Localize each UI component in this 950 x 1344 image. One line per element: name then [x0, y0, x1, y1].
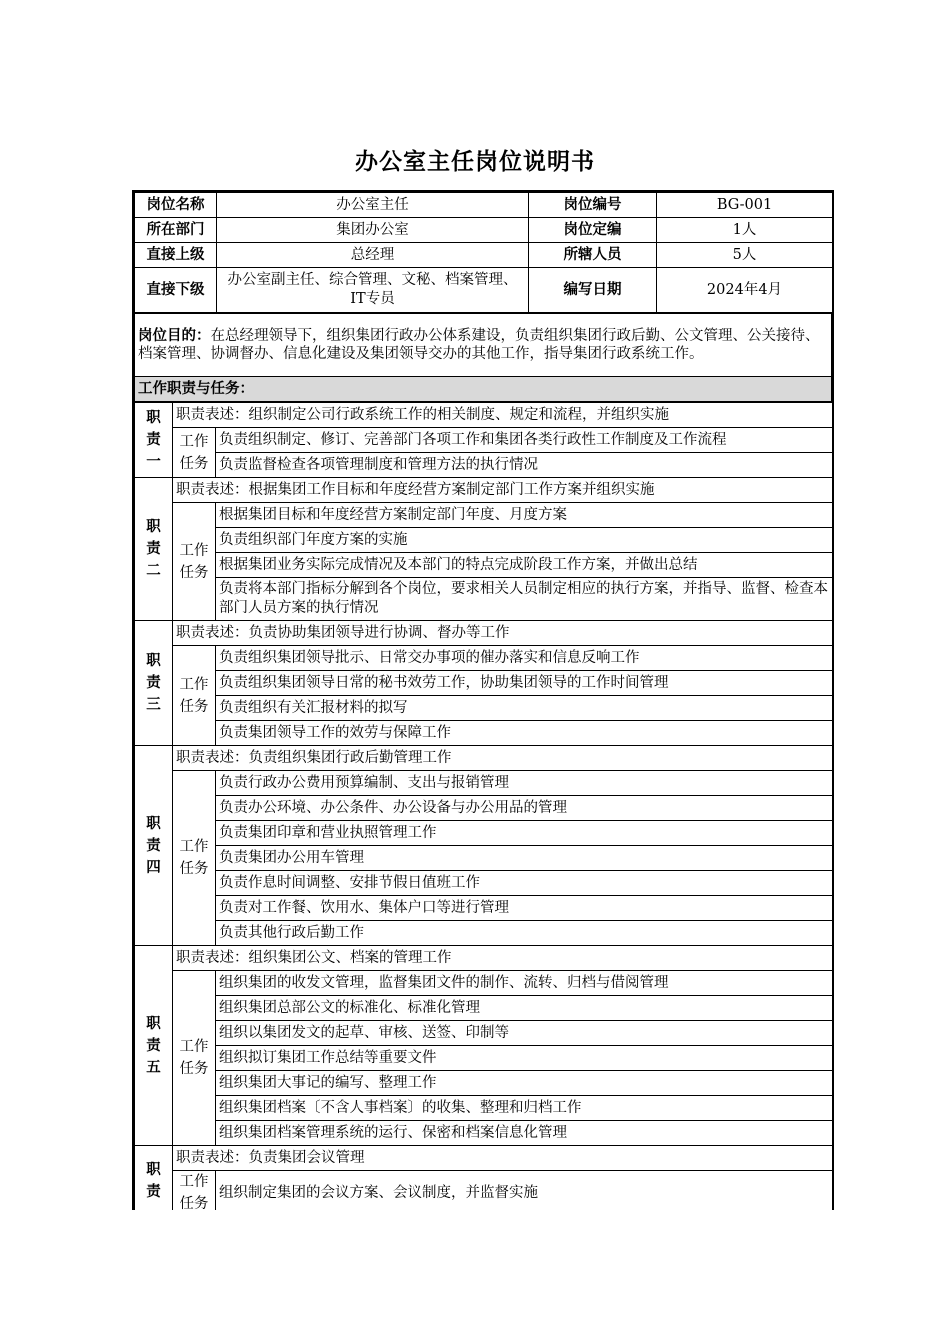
label-subordinates: 直接下级 [135, 268, 217, 313]
purpose-text: 在总经理领导下，组织集团行政办公体系建设，负责组织集团行政后勤、公文管理、公关接待、档案管理、协调督办、信息化建设及集团领导交办的其他工作，指导集团行政系统工作。 [138, 328, 820, 362]
label-staff-count: 所辖人员 [529, 243, 657, 268]
task-item: 负责将本部门指标分解到各个岗位，要求相关人员制定相应的执行方案，并指导、监督、检查本部门人员方案的执行情况 [216, 578, 833, 621]
task-item: 根据集团目标和年度经营方案制定部门年度、月度方案 [216, 503, 833, 528]
duty-description-row [135, 1146, 833, 1171]
duty-label-text: 职责一 [146, 410, 161, 470]
task-item: 组织制定集团的会议方案、会议制度，并监督实施 [216, 1171, 833, 1211]
task-row [135, 1096, 833, 1121]
label-position-name: 岗位名称 [135, 193, 217, 218]
task-label-text: 工作任务 [179, 542, 209, 581]
duty-description-row [135, 621, 833, 646]
task-item: 负责办公环境、办公条件、办公设备与办公用品的管理 [216, 796, 833, 821]
value-supervisor: 总经理 [217, 243, 529, 268]
task-row [135, 646, 833, 671]
task-row [135, 1121, 833, 1146]
task-row [135, 578, 833, 621]
info-row-subordinates [135, 268, 833, 313]
duty-label [135, 746, 173, 946]
task-row [135, 921, 833, 946]
task-row [135, 696, 833, 721]
task-row [135, 1171, 833, 1211]
duty-description-row [135, 478, 833, 503]
task-row [135, 1071, 833, 1096]
duties-header: 工作职责与任务： [135, 377, 832, 402]
task-row [135, 896, 833, 921]
task-row [135, 1046, 833, 1071]
info-row-supervisor [135, 243, 833, 268]
task-row [135, 996, 833, 1021]
task-item: 组织拟订集团工作总结等重要文件 [216, 1046, 833, 1071]
duty-description: 职责表述：负责组织集团行政后勤管理工作 [173, 746, 833, 771]
duty-description: 职责表述：负责集团会议管理 [173, 1146, 833, 1171]
duty-label-text: 职责四 [146, 815, 161, 876]
task-label [173, 503, 216, 621]
task-label [173, 428, 216, 478]
task-item: 负责对工作餐、饮用水、集体户口等进行管理 [216, 896, 833, 921]
task-item: 负责集团办公用车管理 [216, 846, 833, 871]
duty-description: 职责表述：组织制定公司行政系统工作的相关制度、规定和流程，并组织实施 [173, 403, 833, 428]
task-item: 负责作息时间调整、安排节假日值班工作 [216, 871, 833, 896]
label-position-code: 岗位编号 [529, 193, 657, 218]
duty-description: 职责表述：根据集团工作目标和年度经营方案制定部门工作方案并组织实施 [173, 478, 833, 503]
task-item: 组织集团的收发文管理，监督集团文件的制作、流转、归档与借阅管理 [216, 971, 833, 996]
duty-description-row [135, 946, 833, 971]
task-row [135, 671, 833, 696]
duty-description: 职责表述：负责协助集团领导进行协调、督办等工作 [173, 621, 833, 646]
info-row-department [135, 218, 833, 243]
duties-header-row [135, 377, 832, 402]
info-row-position [135, 193, 833, 218]
value-headcount: 1人 [657, 218, 833, 243]
task-label-text: 工作任务 [179, 1174, 209, 1210]
duty-label-text: 职责三 [146, 653, 161, 713]
task-row [135, 846, 833, 871]
task-row [135, 553, 833, 578]
task-item: 负责行政办公费用预算编制、支出与报销管理 [216, 771, 833, 796]
duty-label [135, 946, 173, 1146]
duty-label [135, 403, 173, 478]
duty-label-text: 职责五 [146, 1015, 161, 1076]
task-item: 根据集团业务实际完成情况及本部门的特点完成阶段工作方案，并做出总结 [216, 553, 833, 578]
task-row [135, 771, 833, 796]
task-row [135, 721, 833, 746]
duties-table [134, 402, 833, 1210]
value-position-code: BG-001 [657, 193, 833, 218]
purpose-table [134, 313, 832, 402]
label-headcount: 岗位定编 [529, 218, 657, 243]
task-item: 负责集团印章和营业执照管理工作 [216, 821, 833, 846]
document-title: 办公室主任岗位说明书 [355, 149, 595, 175]
duty-label [135, 478, 173, 621]
duty-description: 职责表述：组织集团公文、档案的管理工作 [173, 946, 833, 971]
task-label [173, 646, 216, 746]
duty-label-text: 职责 [146, 1161, 161, 1200]
task-item: 负责组织集团领导日常的秘书效劳工作，协助集团领导的工作时间管理 [216, 671, 833, 696]
task-item: 负责其他行政后勤工作 [216, 921, 833, 946]
duty-label [135, 1146, 173, 1211]
value-department: 集团办公室 [217, 218, 529, 243]
task-row [135, 971, 833, 996]
purpose-row [135, 314, 832, 377]
task-item: 组织集团档案〔不含人事档案〕的收集、整理和归档工作 [216, 1096, 833, 1121]
task-item: 负责集团领导工作的效劳与保障工作 [216, 721, 833, 746]
job-purpose [135, 314, 832, 377]
duty-label-text: 职责二 [146, 519, 161, 579]
task-item: 负责监督检查各项管理制度和管理方法的执行情况 [216, 453, 833, 478]
purpose-label: 岗位目的： [138, 328, 211, 344]
task-row [135, 428, 833, 453]
task-item: 负责组织有关汇报材料的拟写 [216, 696, 833, 721]
value-date: 2024年4月 [657, 268, 833, 313]
task-label-text: 工作任务 [179, 839, 209, 877]
task-row [135, 796, 833, 821]
task-row [135, 453, 833, 478]
task-item: 负责组织集团领导批示、日常交办事项的催办落实和信息反响工作 [216, 646, 833, 671]
task-row [135, 821, 833, 846]
task-row [135, 1021, 833, 1046]
task-item: 组织集团总部公文的标准化、标准化管理 [216, 996, 833, 1021]
task-label [173, 771, 216, 946]
value-position-name: 办公室主任 [217, 193, 529, 218]
value-subordinates: 办公室副主任、综合管理、文秘、档案管理、IT专员 [217, 268, 529, 313]
label-department: 所在部门 [135, 218, 217, 243]
job-description-table [132, 190, 834, 1210]
duty-label [135, 621, 173, 746]
task-label-text: 工作任务 [179, 433, 209, 472]
value-staff-count: 5人 [657, 243, 833, 268]
task-item: 组织集团档案管理系统的运行、保密和档案信息化管理 [216, 1121, 833, 1146]
task-item: 负责组织制定、修订、完善部门各项工作和集团各类行政性工作制度及工作流程 [216, 428, 833, 453]
task-row [135, 528, 833, 553]
label-date: 编写日期 [529, 268, 657, 313]
task-label [173, 971, 216, 1146]
task-row [135, 503, 833, 528]
task-label-text: 工作任务 [179, 1039, 209, 1077]
label-supervisor: 直接上级 [135, 243, 217, 268]
task-item: 组织以集团发文的起草、审核、送签、印制等 [216, 1021, 833, 1046]
task-label [173, 1171, 216, 1211]
job-info-table [134, 192, 833, 313]
duty-description-row [135, 746, 833, 771]
duty-description-row [135, 403, 833, 428]
task-label-text: 工作任务 [179, 676, 209, 715]
task-item: 组织集团大事记的编写、整理工作 [216, 1071, 833, 1096]
task-row [135, 871, 833, 896]
task-item: 负责组织部门年度方案的实施 [216, 528, 833, 553]
